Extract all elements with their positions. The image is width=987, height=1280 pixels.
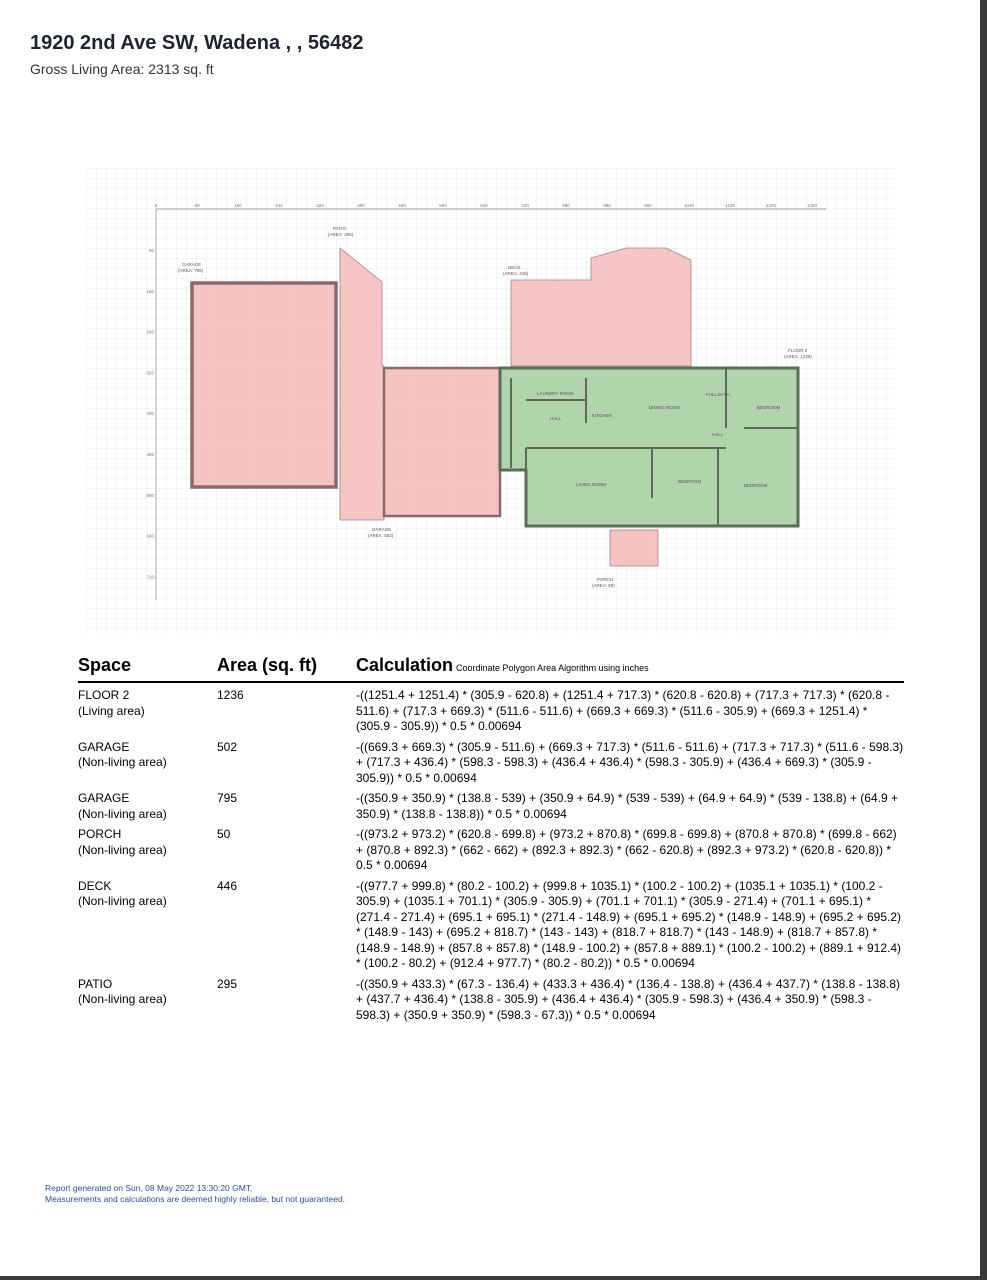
ruler-y-tick: 160 — [146, 288, 154, 294]
ruler-x-tick: 160 — [234, 203, 242, 208]
ruler-x-tick: 320 — [316, 203, 324, 208]
space-name: DECK — [78, 878, 112, 893]
row-space — [78, 740, 208, 771]
ruler-y-tick: 320 — [146, 370, 154, 376]
ruler-x-tick: 800 — [562, 203, 570, 208]
label-garage-left: GARAGE — [182, 262, 202, 267]
ruler-x-tick: 1200 — [765, 203, 777, 208]
row-area: 50 — [217, 827, 231, 841]
space-name: GARAGE — [78, 739, 130, 754]
ruler-x-tick: 400 — [357, 203, 365, 208]
label-bedroom2: BEDROOM — [678, 479, 702, 484]
label-garage-mid: GARAGE — [372, 527, 392, 532]
header-calculation — [356, 655, 649, 676]
label-patio: PATIO — [333, 226, 346, 231]
label-porch-area: (AREA: 50) — [592, 583, 615, 588]
label-garage-mid-area: (AREA: 502) — [368, 533, 394, 538]
label-laundry: LAUNDRY ROOM — [537, 391, 574, 396]
ruler-x-tick: 240 — [275, 203, 283, 208]
space-type: (Non-living area) — [78, 992, 167, 1006]
ruler-x-tick: 80 — [194, 203, 200, 208]
row-calculation: -((1251.4 + 1251.4) * (305.9 - 620.8) + (1251.4 + 717.3) * (620.8 - 620.8) + (717.3 + 717.3) * (620.8 - 511.6) + (717.3 + 669.3) * (511.6 - 511.6) + (669.3 + 669.3) * (511.6 - 305.9) + (669.3 + 1251.4) * (305.9 - 305.9)) * 0.5 * 0.00694 — [356, 688, 890, 733]
ruler-y-tick: 400 — [146, 411, 154, 417]
ruler-x-tick: 0 — [154, 203, 158, 208]
label-half: HALL — [550, 416, 562, 421]
ruler-x-tick: 960 — [644, 203, 652, 208]
patio-area — [340, 248, 384, 520]
table-row — [78, 827, 904, 874]
ruler-x-tick: 1120 — [725, 203, 735, 208]
space-type: (Non-living area) — [78, 894, 167, 908]
header-space: Space — [78, 655, 132, 675]
row-area: 295 — [217, 976, 238, 991]
label-porch: PORCH — [597, 577, 614, 582]
ruler-y-tick: 480 — [146, 452, 154, 457]
label-living: LIVING ROOM — [576, 482, 607, 487]
row-calculation: -((350.9 + 350.9) * (138.8 - 539) + (350.9 + 64.9) * (539 - 539) + (64.9 + 64.9) * (539 - 138.8) + (64.9 + 350.9) * (138.8 - 138.8)) * 0.5 * 0.00694 — [356, 791, 898, 821]
label-patio-area: (AREA: 295) — [328, 232, 354, 237]
label-full-bath: FULL BATH — [706, 392, 730, 397]
space-type: (Living area) — [78, 703, 145, 718]
viewer-edge-right — [980, 0, 987, 1280]
space-name: PORCH — [78, 827, 122, 841]
space-name: GARAGE — [78, 791, 130, 805]
ruler-y-tick: 640 — [146, 533, 154, 539]
row-area: 1236 — [217, 688, 244, 702]
ruler-x-tick: 480 — [398, 203, 406, 208]
table-row — [78, 740, 904, 787]
ruler-x-tick: 880 — [603, 203, 611, 208]
space-name: FLOOR 2 — [78, 688, 130, 702]
ruler-x-tick: 1040 — [683, 203, 695, 208]
header-calculation-note: Coordinate Polygon Area Algorithm using inches — [456, 663, 649, 673]
table-row — [78, 791, 904, 822]
row-area: 502 — [217, 739, 238, 754]
header-calculation-label: Calculation — [356, 655, 454, 675]
row-calculation: -((977.7 + 999.8) * (80.2 - 100.2) + (999.8 + 1035.1) * (100.2 - 100.2) + (1035.1 + 1035.1) * (100.2 - 305.9) + (1035.1 + 701.1) * (305.9 - 305.9) + (701.1 + 701.1) * (305.9 - 271.4) + (701.1 + 695.1) * (271.4 - 271.4) + (695.1 + 695.1) * (271.4 - 148.9) + (695.1 + 695.2) * (148.9 - 148.9) + (695.2 + 695.2) * (148.9 - 143) + (695.2 + 818.7) * (143 - 143) + (818.7 + 818.7) * (143 - 148.9) + (818.7 + 857.8) * (148.9 - 148.9) + (857.8 + 857.8) * (148.9 - 100.2) + (857.8 + 889.1) * (100.2 - 100.2) + (889.1 + 912.4) * (100.2 - 80.2) + (912.4 + 977.7) * (80.2 - 80.2)) * 0.5 * 0.00694 — [356, 878, 902, 970]
ruler-y-tick: 560 — [146, 492, 154, 498]
ruler-x-tick: 560 — [439, 203, 447, 208]
label-bedroom1: BEDROOM — [757, 405, 781, 410]
porch-area — [610, 530, 658, 566]
table-header — [78, 655, 904, 683]
label-floor2: FLOOR 2 — [788, 348, 808, 353]
label-bedroom3: BEDROOM — [744, 483, 768, 488]
area-table — [78, 655, 904, 1023]
label-dining: DINING ROOM — [649, 405, 680, 410]
label-floor2-area: (AREA: 1236) — [784, 354, 812, 359]
footer-disclaimer: Measurements and calculations are deemed highly reliable, but not guaranteed. — [45, 1194, 346, 1204]
row-space — [78, 827, 208, 858]
row-space — [78, 688, 208, 719]
ruler-x-tick: 720 — [521, 203, 529, 208]
table-row — [78, 977, 904, 1024]
floor-plan — [86, 168, 896, 634]
space-type: (Non-living area) — [78, 755, 167, 769]
label-deck: DECK — [508, 265, 521, 270]
ruler-y-tick: 240 — [146, 329, 154, 335]
garage-left-area — [192, 283, 336, 487]
gross-living-area: Gross Living Area: 2313 sq. ft — [30, 61, 214, 77]
space-type: (Non-living area) — [78, 806, 167, 821]
ruler-x-tick: 640 — [480, 203, 488, 208]
footer-generated: Report generated on Sun, 08 May 2022 13:30:20 GMT. — [45, 1183, 253, 1193]
row-area: 795 — [217, 791, 238, 805]
ruler-y-tick: 80 — [148, 248, 154, 253]
table-row — [78, 879, 904, 972]
table-row — [78, 688, 904, 735]
space-type: (Non-living area) — [78, 842, 167, 857]
row-calculation: -((973.2 + 973.2) * (620.8 - 699.8) + (973.2 + 870.8) * (699.8 - 699.8) + (870.8 + 870.8) * (699.8 - 662) + (870.8 + 892.3) * (662 - 662) + (892.3 + 892.3) * (662 - 620.8) + (892.3 + 973.2) * (620.8 - 620.8)) * 0.5 * 0.00694 — [356, 827, 897, 872]
garage-mid-area — [384, 368, 500, 516]
label-garage-left-area: (AREA: 795) — [178, 268, 204, 273]
viewer-edge-bottom — [0, 1276, 987, 1280]
space-name: PATIO — [78, 976, 113, 991]
page-title: 1920 2nd Ave SW, Wadena , , 56482 — [30, 32, 364, 54]
row-space — [78, 879, 208, 910]
row-calculation: -((669.3 + 669.3) * (305.9 - 511.6) + (669.3 + 717.3) * (511.6 - 511.6) + (717.3 + 717.3) * (511.6 - 598.3) + (717.3 + 436.4) * (598.3 - 598.3) + (436.4 + 436.4) * (598.3 - 305.9) + (436.4 + 669.3) * (305.9 - 305.9)) * 0.5 * 0.00694 — [356, 739, 904, 785]
ruler-x-tick: 1280 — [806, 203, 818, 208]
label-kitchen: KITCHEN — [592, 413, 612, 418]
row-calculation: -((350.9 + 433.3) * (67.3 - 136.4) + (433.3 + 436.4) * (136.4 - 138.8) + (436.4 + 437.7) * (138.8 - 138.8) + (437.7 + 436.4) * (138.8 - 305.9) + (436.4 + 436.4) * (305.9 - 598.3) + (436.4 + 350.9) * (598.3 - 598.3) + (350.9 + 350.9) * (598.3 - 67.3)) * 0.5 * 0.00694 — [356, 976, 901, 1022]
row-space — [78, 791, 208, 822]
label-hall: HALL — [712, 432, 724, 437]
report-footer — [45, 1183, 345, 1205]
row-area: 446 — [217, 878, 238, 893]
header-area: Area (sq. ft) — [217, 655, 318, 675]
label-deck-area: (AREA: 446) — [503, 271, 529, 276]
ruler-y-tick: 720 — [146, 574, 154, 580]
row-space — [78, 977, 208, 1008]
